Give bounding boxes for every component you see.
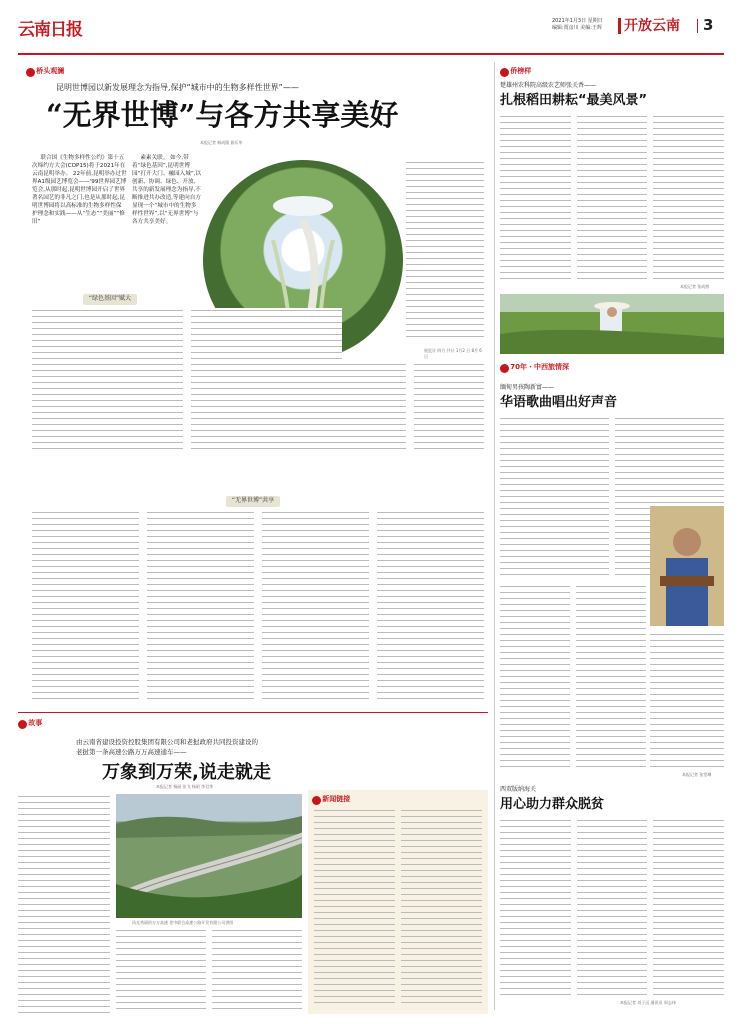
right-top-headline: 扎根稻田耕耘“最美风景” bbox=[500, 93, 648, 108]
date: 2021年1月3日 bbox=[552, 18, 587, 24]
lead-body-col-g bbox=[262, 510, 369, 700]
lead-body-col-a bbox=[32, 308, 183, 454]
farmer-figure bbox=[500, 294, 724, 354]
right-top-tag-label: 侨榜样 bbox=[510, 67, 532, 75]
lead-body-col-e bbox=[32, 510, 139, 700]
lead-headline: “无界世博”与各方共享美好 bbox=[46, 98, 399, 132]
lead-body-col-f bbox=[147, 510, 254, 700]
lead-right-col bbox=[406, 160, 484, 340]
right-bottom-byline: 本报记者 刘子远 通讯员 周志伟 bbox=[620, 1000, 676, 1005]
lead-intro-text: 联合国《生物多样性公约》第十五次缔约方大会(COP15)将于2021年在云南昆明举办。 22年前,昆明举办过世界A1级园艺博览会——'99世界园艺博览会,从那时起,昆明世博园开启了世界著名园艺的非凡之门,也是从那时起,昆明世博园将以高标准的生物多样性保护理念和实践——从“生态”“美丽”“修旧” bbox=[32, 155, 127, 225]
section-title: 开放云南 bbox=[624, 18, 680, 34]
highway-photo-caption: 风光秀丽的万万高速 老中联合高速公路开发有限公司供图 bbox=[132, 920, 234, 925]
right-mid-byline: 本报记者 张堂琳 bbox=[682, 772, 712, 777]
news-link-header bbox=[312, 794, 350, 805]
issue-date bbox=[552, 18, 622, 32]
tag-bullet-icon bbox=[26, 68, 35, 77]
right-top-byline: 本报记者 张成茜 bbox=[680, 284, 710, 289]
right-bottom-col-a bbox=[500, 818, 571, 996]
section-marker bbox=[618, 18, 621, 34]
lead-byline: 本报记者 韩成圆 娟乐华 bbox=[200, 140, 243, 145]
right-bottom-col-c bbox=[653, 818, 724, 996]
right-top-col-c bbox=[653, 114, 724, 282]
right-bottom-col-b bbox=[577, 818, 648, 996]
right-bottom-story bbox=[500, 786, 724, 1016]
masthead bbox=[0, 0, 742, 54]
bottom-headline: 万象到万荣,说走就走 bbox=[102, 762, 271, 783]
tag-bullet-icon bbox=[500, 364, 509, 373]
right-top-story bbox=[500, 62, 724, 356]
bottom-left-story bbox=[18, 716, 488, 1016]
bottom-tag-label: 故事 bbox=[28, 719, 43, 727]
lead-body-col-b bbox=[191, 308, 342, 454]
tag-bullet-icon bbox=[18, 720, 27, 729]
right-bottom-kicker: 西双版纳海关 bbox=[500, 786, 537, 793]
bottom-col-b bbox=[116, 928, 206, 1014]
right-mid-col-c bbox=[500, 584, 570, 770]
column-divider bbox=[494, 62, 495, 1010]
lead-story bbox=[18, 62, 488, 710]
right-mid-tag bbox=[500, 362, 569, 373]
lead-intro-col1 bbox=[32, 154, 127, 304]
singer-photo bbox=[650, 506, 724, 626]
lead-body-cols-bottom bbox=[32, 510, 484, 700]
bottom-section-rule bbox=[18, 712, 488, 713]
lead-tag-label: 桥头观澜 bbox=[36, 67, 65, 75]
bottom-kicker-2: 老挝第一条高速公路万万高速通车—— bbox=[76, 748, 187, 756]
bottom-col-c bbox=[212, 928, 302, 1014]
weekday: 星期日 bbox=[587, 18, 603, 24]
designer: 美编:王辉 bbox=[580, 25, 602, 31]
right-mid-story bbox=[500, 362, 724, 780]
lead-tag bbox=[26, 66, 64, 77]
bottom-col-a bbox=[18, 794, 110, 1014]
newspaper-logo: 云南日报 bbox=[18, 20, 82, 40]
section-divider bbox=[697, 19, 698, 33]
lead-right-text bbox=[406, 160, 484, 340]
tag-bullet-icon bbox=[500, 68, 509, 77]
bottom-tag bbox=[18, 718, 42, 729]
bottom-byline: 本报记者 杨丽 张飞 杨昭 李君华 bbox=[156, 784, 214, 789]
right-bottom-body bbox=[500, 818, 724, 996]
highway-graphic bbox=[116, 794, 302, 918]
right-top-kicker: 楚雄州农科院高级农艺师张关香—— bbox=[500, 82, 597, 89]
right-mid-headline: 华语歌曲唱出好声音 bbox=[500, 395, 618, 410]
right-mid-tag-label: 70年・中西旅情深 bbox=[510, 363, 570, 371]
right-bottom-headline: 用心助力群众脱贫 bbox=[500, 797, 605, 812]
page-number: 3 bbox=[703, 16, 714, 34]
masthead-rule bbox=[18, 53, 724, 55]
tag-bullet-icon bbox=[312, 796, 321, 805]
editor: 编辑:贾彦川 bbox=[552, 25, 579, 31]
news-link-body bbox=[314, 808, 482, 1008]
subhead-share bbox=[18, 496, 488, 507]
bottom-kicker-1: 由云南省建设投资控股集团有限公司和老挝政府共同投资建设的 bbox=[76, 738, 258, 746]
bottom-body-mid bbox=[116, 928, 302, 1014]
lead-body-col-c bbox=[336, 362, 406, 454]
photo-caption-right: 展览计 四月 共计 1月2 日 8月 6日 bbox=[424, 348, 482, 359]
news-link-col-a bbox=[314, 808, 395, 1008]
right-top-col-b bbox=[577, 114, 648, 282]
lead-body-col-d bbox=[414, 362, 484, 454]
rice-field-photo bbox=[500, 294, 724, 354]
lead-body-cols-top bbox=[32, 308, 342, 454]
highway-photo bbox=[116, 794, 302, 918]
subhead-green bbox=[18, 294, 202, 305]
singer-figure bbox=[650, 506, 724, 626]
right-top-tag bbox=[500, 66, 531, 77]
bottom-body-left bbox=[18, 794, 110, 1014]
news-link-label: 新闻链接 bbox=[322, 795, 351, 803]
subhead-share-label: “无界世博”共享 bbox=[226, 496, 280, 507]
right-mid-body-2 bbox=[500, 584, 646, 770]
right-mid-col-d bbox=[576, 584, 646, 770]
lead-body-cols-mid bbox=[336, 362, 484, 454]
lead-kicker: 昆明世博园以新发展理念为指导,保护“城市中的生物多样性世界”—— bbox=[56, 83, 299, 92]
right-mid-col-a bbox=[500, 416, 609, 580]
right-mid-kicker: 缅甸男孩陶新富—— bbox=[500, 384, 555, 391]
news-link-box bbox=[308, 790, 488, 1014]
right-top-col-a bbox=[500, 114, 571, 282]
lead-intro-col2 bbox=[132, 154, 202, 304]
news-link-col-b bbox=[401, 808, 482, 1008]
lead-body-col-h bbox=[377, 510, 484, 700]
right-mid-col-e bbox=[650, 632, 724, 770]
subhead-green-label: “绿色基因”赋大 bbox=[83, 294, 137, 305]
lead-intro-text-2: 素素关联。 如今,带着“绿色基因”,昆明世博园“打开大门、融园入城”,以创新、协调、绿色、开放、共享的新发展理念为指导,不断推进共办改造,等建向自方显现一个“城市中的生物多样性世界”,以“无界世博”与各方共享美好。 bbox=[132, 155, 202, 225]
right-top-body bbox=[500, 114, 724, 282]
